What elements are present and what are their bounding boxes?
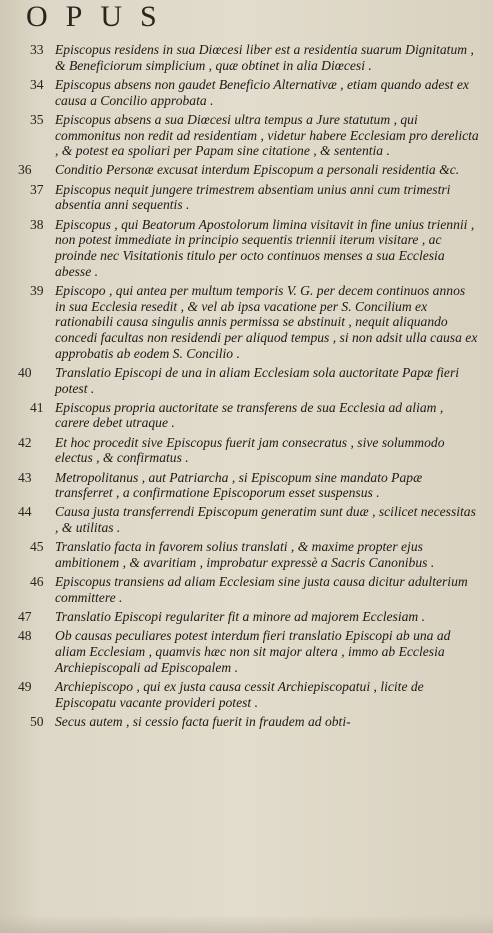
entry-text: Metropolitanus , aut Patriarcha , si Episcopum sine mandato Papæ transferret , a confirmatione Episcoporum esset suspensus . [55,469,423,501]
entry-number: 37 [30,181,44,197]
entry-40 [0,365,493,396]
entry-50 [0,714,493,730]
entry-text: Archiepiscopo , qui ex justa causa cessit Archiepiscopatui , licite de Episcopatu vacante provideri potest . [55,679,424,710]
entry-text: Translatio Episcopi de una in aliam Ecclesiam sola auctoritate Papæ fieri potest . [55,364,460,396]
entry-42 [0,435,493,466]
entry-number: 49 [18,679,32,695]
entry-number: 35 [30,111,44,127]
entry-36 [0,162,493,178]
entry-37 [0,182,493,213]
entry-text: Translatio facta in favorem solius translati , & maxime propter ejus ambitionem , & avaritiam , improbatur expressè a Sacris Canonibus . [55,539,435,571]
page-edge-shadow [0,915,493,933]
entry-text: Conditio Personæ excusat interdum Episcopum a personali residentia &c. [55,162,460,178]
entry-number: 38 [30,216,44,232]
entry-text: Et hoc procedit sive Episcopus fuerit jam consecratus , sive solummodo electus , & confirmatus . [55,434,445,466]
entry-number: 46 [30,574,44,590]
entry-number: 43 [18,469,32,485]
entry-45 [0,539,493,570]
entry-49 [0,679,493,710]
entry-number: 48 [18,628,32,644]
entry-number: 50 [30,713,44,729]
entry-47 [0,609,493,625]
entry-number: 45 [30,539,44,555]
entry-number: 39 [30,282,44,298]
entry-text: Episcopus residens in sua Diœcesi liber est a residentia suarum Dignitatum , & Beneficiorum simplicium , quæ obtinet in alia Diœcesi . [55,42,474,73]
entry-text: Translatio Episcopi regulariter fit a minore ad majorem Ecclesiam . [55,609,426,625]
entry-text: Secus autem , si cessio facta fuerit in fraudem ad obti- [55,713,351,729]
entry-list [0,42,493,733]
entry-text: Episcopus , qui Beatorum Apostolorum limina visitavit in fine unius triennii , non potest immediate in principio sequentis triennii iterum visitare , ac proinde nec Visitationis titulo per octo continuos menses a sua Ecclesia abesse . [55,216,475,279]
entry-text: Episcopus nequit jungere trimestrem absentiam unius anni cum trimestri absentia anni sequentis . [55,181,451,213]
entry-35 [0,112,493,159]
entry-41 [0,400,493,431]
entry-number: 33 [30,42,44,57]
entry-number: 36 [18,162,32,178]
entry-44 [0,504,493,535]
entry-34 [0,77,493,108]
entry-39 [0,283,493,362]
page-header: OPUS [26,0,175,33]
entry-text: Episcopus propria auctoritate se transferens de sua Ecclesia ad aliam , carere debet utraque . [55,399,444,431]
entry-48 [0,628,493,675]
entry-number: 41 [30,399,44,415]
entry-43 [0,470,493,501]
entry-number: 40 [18,364,32,380]
entry-text: Episcopus transiens ad aliam Ecclesiam sine justa causa dicitur adulterium committere . [55,574,468,605]
entry-number: 42 [18,434,32,450]
entry-number: 47 [18,609,32,625]
entry-text: Episcopus absens non gaudet Beneficio Alternativæ , etiam quando adest ex causa a Concilio approbata . [55,76,469,108]
entry-46 [0,574,493,605]
entry-number: 34 [30,76,44,92]
entry-38 [0,217,493,280]
entry-text: Episcopo , qui antea per multum temporis V. G. per decem continuos annos in sua Ecclesia resedit , & vel ab ipsa vacatione per S. Concilium ex rationabili causa singulis annis permissa se abstinuit , nequit aliquando concedi facultas non residendi per aliquod tempus , si non adsit ulla causa ex approbatis ab eodem S. Concilio . [55,282,478,361]
entry-text: Causa justa transferrendi Episcopum generatim sunt duæ , scilicet necessitas , & utilitas . [55,504,476,536]
entry-text: Episcopus absens a sua Diœcesi ultra tempus a Jure statutum , qui commonitus non redit ad residentiam , videtur habere Ecclesiam pro derelicta , & potest ea spoliari per Papam sine citatione , & sententia . [55,111,479,159]
entry-number: 44 [18,504,32,520]
entry-33 [0,42,493,73]
entry-text: Ob causas peculiares potest interdum fieri translatio Episcopi ab una ad aliam Ecclesiam , quamvis hæc non sit major altera , immo ab Ecclesia Archiepiscopali ad Episcopalem . [55,628,451,675]
